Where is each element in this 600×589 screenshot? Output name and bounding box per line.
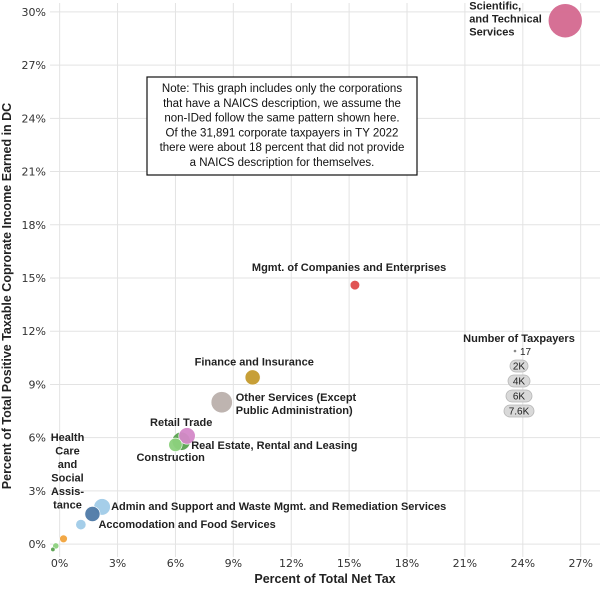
x-tick-label: 24% [510,557,536,570]
x-tick-label: 18% [394,557,420,570]
legend-label: 4K [512,376,526,388]
y-tick-label: 27% [21,59,46,73]
data-label: Health Care and Social Assis-tance [50,431,85,512]
x-tick-label: 27% [568,557,593,570]
y-tick-label: 0% [28,538,46,552]
data-point [51,547,55,551]
y-tick-label: 15% [21,272,46,285]
y-axis-title: Percent of Total Positive Taxable Coprorate Income Earned in DC [0,102,14,490]
y-tick-label: 6% [28,431,46,445]
legend-symbol [514,350,517,353]
x-tick-label: 9% [224,557,243,570]
data-point [76,519,86,529]
note-text: Note: This graph includes only the corporations that have a NAICS description, we assume the non-IDed follow the same pattern shown here. Of the 31,891 corporate taxpayers in TY 2022 there were about 18 percent that did not provide a NAICS description for themselves. [159,83,405,169]
legend-label: 6K [512,391,526,403]
x-tick-label: 0% [50,557,69,570]
data-label: Construction [136,451,205,464]
x-tick-label: 21% [452,557,478,570]
x-tick-label: 3% [108,557,127,570]
data-point [350,280,360,290]
data-point [245,370,260,385]
data-label: Admin and Support and Waste Mgmt. and Remediation Services [111,500,447,513]
y-tick-label: 12% [21,325,46,339]
data-point [211,392,232,413]
legend-title: Number of Taxpayers [463,333,575,345]
data-label: Real Estate, Rental and Leasing [191,440,358,453]
legend-label: 17 [520,347,532,358]
x-tick-label: 12% [279,557,304,570]
note-box [147,77,417,175]
data-label: Mgmt. of Companies and Enterprises [251,262,447,275]
data-point [169,438,183,452]
y-tick-label: 21% [21,165,46,179]
y-tick-label: 24% [21,112,46,126]
y-tick-label: 9% [28,378,46,392]
data-label: Retail Trade [150,416,213,429]
y-tick-label: 3% [28,484,46,498]
data-label: Accomodation and Food Services [98,518,276,531]
legend-label: 7.6K [508,406,530,418]
data-point [548,4,582,38]
x-tick-label: 6% [166,557,185,570]
legend-label: 2K [512,361,526,373]
data-point [60,535,68,543]
data-label: Finance and Insurance [194,356,314,369]
data-label: Scientific, and Technical Services [469,0,542,39]
x-tick-label: 15% [336,557,362,570]
x-axis-title: Percent of Total Net Tax [254,572,396,586]
data-label: Other Services (Except Public Administration) [235,392,357,418]
y-tick-label: 30% [21,5,46,19]
y-tick-label: 18% [21,218,46,232]
size-legend [463,333,575,418]
